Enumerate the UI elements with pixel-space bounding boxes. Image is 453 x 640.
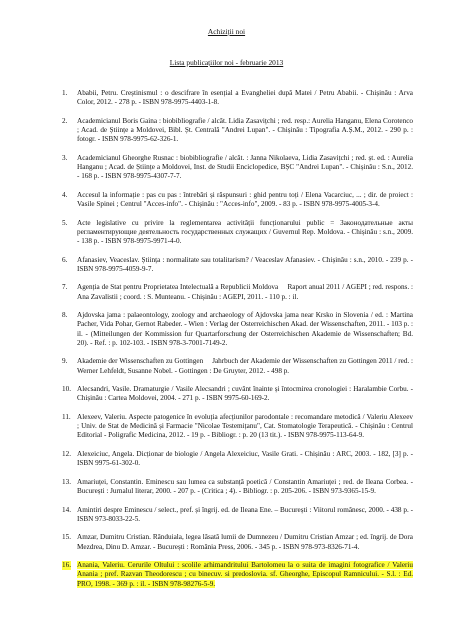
publication-list <box>62 89 413 598</box>
list-item <box>62 450 413 468</box>
item-number: 4. <box>62 190 68 199</box>
list-item <box>62 191 413 209</box>
item-number: 6. <box>62 255 68 264</box>
item-number: 11. <box>62 412 71 421</box>
item-text: Amariuței, Constantin. Eminescu sau lumea ca substanță poetică / Constantin Amariuței ; red. de Ileana Corbea. - București : Jurnalul literar, 2000. - 207 p. - (Critica ; 4). - Bibliogr. : p. 205-206. - ISBN 973-9365-15-9. <box>77 477 413 495</box>
item-text: Acte legislative cu privire la reglementarea activității funcționarului public = Законодательные акты регламентирующие деятельность государственных служащих / Guvernul Rep. Moldova. - Chișinău : s.n., 2009. - 138 p. - ISBN 978-9975-9971-4-0. <box>77 218 413 245</box>
list-item <box>62 478 413 496</box>
list-item <box>62 357 413 375</box>
item-number: 12. <box>62 449 71 458</box>
item-text: Amintiri despre Eminescu / select., pref. și îngrij. ed. de Ileana Ene. – București : Viitorul românesc, 2000. - 438 p. - ISBN 973-8033-22-5. <box>77 505 413 523</box>
item-text: Amzar, Dumitru Cristian. Rânduiala, legea lăsată lumii de Dumnezeu / Dumitru Cristian Amzar ; ed. îngrij. de Dora Mezdrea, Dinu D. Amzar. - București : România Press, 2006. - 345 p. - ISBN 978-973-8326-71-4. <box>77 533 413 551</box>
list-item <box>62 154 413 182</box>
item-text: Academicianul Gheorghe Rusnac : biobibliografie / alcăt. : Janna Nikolaeva, Lidia Zasavițchi ; red. șt. ed. : Aurelia Hanganu ; Acad. de Științe a Moldovei, Inst. de Studii Enciclopedice, BȘC "Andrei Lupan". - Chișinău : S.n., 2012. - 168 p. - ISBN 978-9975-4307-7-7. <box>77 153 413 181</box>
item-text: Alecsandri, Vasile. Dramaturgie / Vasile Alecsandri ; cuvânt înainte și întocmirea cronologiei : Haralambie Corbu. - Chișinău : Cartea Moldovei, 2004. - 271 p. - ISBN 9975-60-169-2. <box>77 385 413 403</box>
list-item <box>62 283 413 301</box>
item-number: 3. <box>62 153 68 162</box>
list-item <box>62 89 413 107</box>
list-item <box>62 385 413 403</box>
list-item-highlighted <box>62 561 413 589</box>
item-number: 15. <box>62 533 71 542</box>
item-number: 14. <box>62 505 71 514</box>
item-number: 10. <box>62 385 71 394</box>
item-number: 16. <box>62 561 71 570</box>
item-number: 2. <box>62 116 68 125</box>
item-number: 7. <box>62 283 68 292</box>
list-item <box>62 219 413 247</box>
page-title: Achiziții noi <box>207 27 246 36</box>
item-number: 9. <box>62 357 68 366</box>
item-number: 13. <box>62 477 71 486</box>
list-item <box>62 533 413 551</box>
item-text: Agenția de Stat pentru Proprietatea Intelectuală a Republicii Moldova Raport anual 2011 / AGEPI ; red. respons. : Ana Zavalistii ; coord. : S. Munteanu. - Chișinău : AGEPI, 2011. - 110 p. : il. <box>77 283 413 301</box>
item-text: Ajdovska jama : palaeontology, zoology and archaeology of Ajdovska jama near Krsko in Slovenia / ed. : Martina Pacher, Vida Pohar, Gernot Rabeder. - Wien : Verlag der Osterreichischen Akad. der Wissenschaften, 2011. - 103 p. : il. - (Mitteilungen der Kommission fur Quartarforschung der Osterreichischen Akademie de Wissenschaften; Bd. 20). - Ref. : p. 102-103. - ISBN 978-3-7001-7149-2. <box>77 311 413 347</box>
item-text: Alexeev, Valeriu. Aspecte patogenice în evoluția afecțiunilor parodontale : recomandare metodică / Valeriu Alexeev ; Univ. de Stat de Medicină și Farmacie "Nicolae Testemițanu", Cat. Stomatologie Terapeutică. - Chișinău : Centrul Editorial - Poligrafic Medicina, 2012. - 19 p. - Bibliogr. : p. 20 (13 tit.). - ISBN 978-9975-113-64-9. <box>77 412 413 440</box>
item-text: Akademie der Wissenschaften zu Gottingen Jahrbuch der Akademie der Wissenschaften zu Gottingen 2011 / red. : Werner Lehfeldt, Susanne Nobel. - Gottingen : De Gruyter, 2012. - 498 p. <box>77 357 413 375</box>
item-number: 5. <box>62 218 68 227</box>
item-text: Accesul la informație : pas cu pas : întrebări și răspunsuri : ghid pentru toți / Elena Vacarciuc, ... ; dir. de proiect : Vasile Spinei ; Centrul "Acces-info". - Chișinău : "Acces-info", 2009. - 83 p. - ISBN 978-9975-4005-3-4. <box>77 190 413 208</box>
page-subtitle: Lista publicațiilor noi - februarie 2013 <box>169 58 284 67</box>
item-number: 8. <box>62 311 68 320</box>
item-text: Afanasiev, Veaceslav. Știința : normalitate sau totalitarism? / Veaceslav Afanasiev. - Chișinău : s.n., 2010. - 239 p. - ISBN 978-9975-4059-9-7. <box>77 255 413 273</box>
highlighted-item-text: Anania, Valeriu. Cerurile Oltului : scolile arhimandritului Bartolomeu la o suita de imagini fotografice / Valeriu Anania ; pref. Razvan Theodorescu ; cu binecuv. si predoslovia. sf. Gheorghe, Episcopul Ramnicului. - S.l. : Ed. PRO, 1998. - 369 p. : il. - ISBN 978-98276-5-9. <box>77 561 413 588</box>
list-item <box>62 413 413 441</box>
list-item <box>62 117 413 145</box>
item-text: Alexeiciuc, Angela. Dicționar de biologie / Angela Alexeiciuc, Vasile Grati. - Chișinău : ARC, 2003. - 182, [3] p. - ISBN 9975-61-302-0. <box>77 449 413 468</box>
item-number: 1. <box>62 89 68 97</box>
list-item <box>62 256 413 274</box>
list-item <box>62 311 413 348</box>
item-text: Academicianul Boris Gaina : biobibliografie / alcăt. Lidia Zasavițchi ; red. resp.: Aurelia Hanganu, Elena Corotenco ; Acad. de Științe a Moldovei, Bibl. Șt. Centrală "Andrei Lupan". - Chișinău : Tipografia A.Ș.M., 2012. - 290 p. : fotogr. - ISBN 978-9975-62-326-1. <box>77 116 413 144</box>
item-text: Ababii, Petru. Creștinismul : o descifrare în esențial a Evangheliei după Matei / Petru Ababii. - Chișinău : Arva Color, 2012. - 278 p. - ISBN 978-9975-4403-1-8. <box>77 89 413 107</box>
list-item <box>62 506 413 524</box>
